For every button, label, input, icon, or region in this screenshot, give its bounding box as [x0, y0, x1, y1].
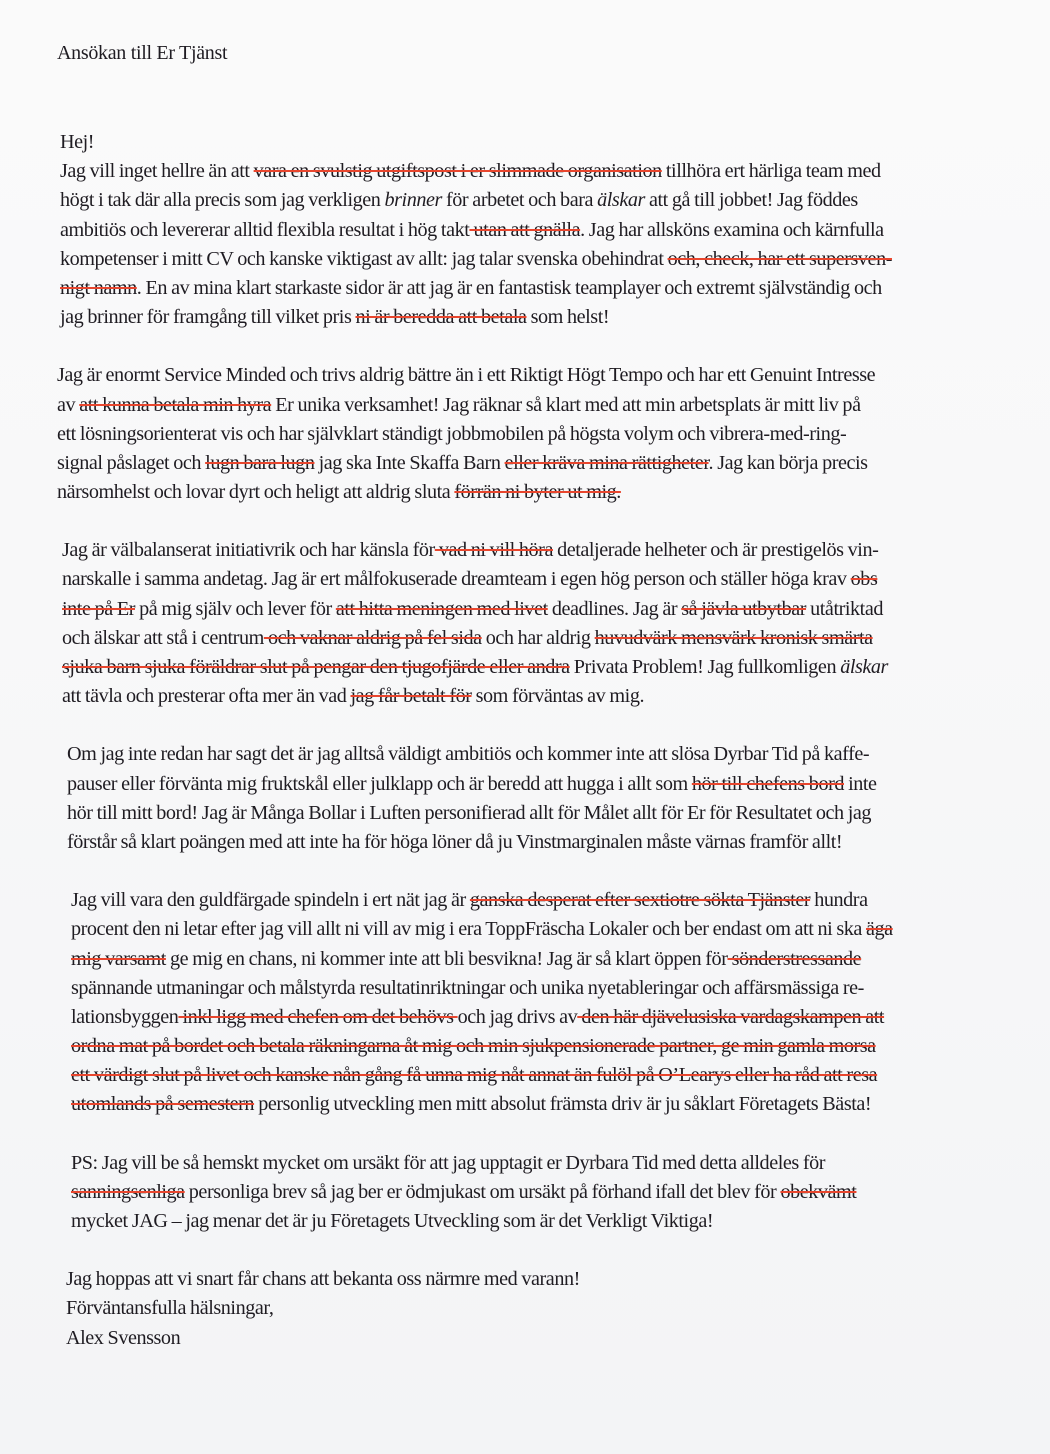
text-segment: Jag hoppas att vi snart får chans att bekanta oss närmre med varann!: [66, 1268, 580, 1291]
text-segment: inte: [844, 772, 877, 795]
text-segment: på mig själv och lever för: [134, 597, 336, 620]
text-segment: utåtriktad: [806, 597, 883, 620]
struck-text: utomlands på semestern: [71, 1093, 255, 1116]
paragraph: [0, 740, 1050, 857]
text-line: [71, 886, 1050, 915]
document-title: Ansökan till Er Tjänst: [57, 42, 228, 64]
struck-text: vara en svulstig utgiftspost i er slimmade organisation: [253, 160, 662, 183]
text-line: [62, 624, 1050, 653]
struck-text: inte på Er: [62, 597, 135, 620]
text-segment: Förväntansfulla hälsningar,: [66, 1297, 274, 1320]
struck-text: jag får betalt för: [350, 685, 472, 708]
text-segment: av: [57, 393, 80, 416]
text-line: [60, 245, 1050, 274]
text-segment: för arbetet och bara: [441, 189, 598, 212]
text-segment: PS: Jag vill be så hemskt mycket om ursäkt för att jag upptagit er Dyrbara Tid med detta alldeles för: [71, 1151, 826, 1174]
text-segment: personliga brev så jag ber er ödmjukast om ursäkt på förhand ifall det blev för: [184, 1180, 781, 1203]
struck-text: ett värdigt slut på livet och kanske nån gång få unna mig nåt annat än fulöl på O’Learys eller ha råd att resa: [71, 1064, 878, 1087]
paragraph: [0, 536, 1050, 711]
text-segment: att gå till jobbet! Jag föddes: [644, 189, 858, 212]
text-line: [67, 828, 1050, 857]
text-segment: Jag vill inget hellre än att: [60, 160, 254, 183]
text-line: [60, 216, 1050, 245]
text-line: [71, 1003, 1050, 1032]
text-segment: pauser eller förvänta mig fruktskål eller julklapp och är beredd att hugga i allt som: [67, 772, 692, 795]
text-segment: detaljerade helheter och är prestigelös vin-: [552, 539, 879, 562]
text-line: [67, 799, 1050, 828]
text-segment: deadlines. Jag är: [547, 597, 682, 620]
struck-text: och, check, har ett supersven-: [667, 247, 892, 270]
text-segment: att tävla och presterar ofta mer än vad: [62, 685, 351, 708]
text-segment: förstår så klart poängen med att inte ha för höga löner då ju Vinstmarginalen måste värnas framför allt!: [67, 830, 843, 853]
text-line: [60, 186, 1050, 215]
struck-text: obs: [850, 568, 878, 591]
paragraph: [0, 886, 1050, 1120]
text-segment: . Jag har allsköns examina och kärnfulla: [580, 218, 884, 241]
struck-text: sjuka barn sjuka föräldrar slut på pengar den tjugofjärde eller andra: [62, 656, 570, 678]
emphasized-text: brinner: [384, 189, 442, 212]
text-segment: och har aldrig: [481, 626, 595, 649]
text-segment: spännande utmaningar och målstyrda resultatinriktningar och unika nyetableringar och affärsmässiga re-: [71, 976, 864, 999]
text-line: [60, 274, 1050, 303]
text-segment: signal påslaget och: [57, 451, 206, 474]
paragraph: [0, 1265, 1050, 1353]
text-line: [67, 770, 1050, 799]
text-line: [60, 157, 1050, 186]
text-line: [71, 915, 1050, 944]
text-line: [62, 682, 1050, 711]
text-segment: som helst!: [526, 306, 610, 329]
struck-text: eller kräva mina rättigheter: [504, 451, 709, 474]
text-line: [57, 449, 1050, 478]
struck-text: mig varsamt: [71, 947, 166, 970]
struck-text: att hitta meningen med livet: [335, 597, 548, 620]
text-segment: . En av mina klart starkaste sidor är att jag är en fantastisk teamplayer och extremt självständig och: [136, 276, 882, 299]
text-line: [57, 420, 1050, 449]
text-line: [71, 1207, 1050, 1236]
text-segment: och älskar att stå i centrum: [62, 626, 264, 649]
text-segment: Alex Svensson: [66, 1326, 181, 1349]
text-segment: Jag är enormt Service Minded och trivs aldrig bättre än i ett Riktigt Högt Tempo och har ett Genuint Intresse: [57, 364, 876, 387]
paragraph: [0, 128, 1050, 332]
paragraph-gap: [0, 857, 1050, 886]
struck-text: obekvämt: [780, 1180, 857, 1203]
text-segment: narskalle i samma andetag. Jag är ert målfokuserade dreamteam i egen hög person och ställer höga krav: [62, 568, 851, 591]
struck-text: ganska desperat efter sextiotre sökta Tjänster: [469, 889, 811, 912]
struck-text: utan att gnälla: [469, 218, 581, 241]
text-line: [71, 974, 1050, 1003]
text-segment: kompetenser i mitt CV och kanske viktigast av allt: jag talar svenska obehindrat: [60, 247, 668, 270]
text-segment: lationsbyggen: [71, 1005, 179, 1028]
paragraph: [0, 1149, 1050, 1237]
struck-text: den här djävelusiska vardagskampen att: [577, 1005, 885, 1028]
text-segment: . Jag kan börja precis: [708, 451, 868, 474]
text-line: [62, 565, 1050, 594]
struck-text: ordna mat på bordet och betala räkningarna åt mig och min sjukpensionerade partner, ge min gamla morsa: [71, 1035, 876, 1058]
text-line: [57, 478, 1050, 507]
paragraph-gap: [0, 711, 1050, 740]
text-segment: mycket JAG – jag menar det är ju Företagets Utveckling som är det Verkligt Viktiga!: [71, 1210, 714, 1232]
text-segment: hör till mitt bord! Jag är Många Bollar i Luften personifierad allt för Målet allt för Er för Resultatet och jag: [67, 801, 872, 824]
text-line: [71, 945, 1050, 974]
text-segment: högt i tak där alla precis som jag verkligen: [60, 189, 385, 212]
text-line: [60, 128, 1050, 157]
text-line: [57, 391, 1050, 420]
struck-text: nigt namn: [60, 276, 137, 299]
text-segment: procent den ni letar efter jag vill allt ni vill av mig i era ToppFräscha Lokaler och ber endast om att ni ska: [71, 918, 867, 941]
text-line: [60, 303, 1050, 332]
emphasized-text: älskar: [597, 189, 645, 212]
struck-text: sanningsenliga: [71, 1180, 185, 1203]
text-line: [71, 1032, 1050, 1061]
text-segment: ambitiös och levererar alltid flexibla resultat i hög takt: [60, 218, 470, 241]
struck-text: hör till chefens bord: [691, 772, 844, 795]
emphasized-text: älskar: [840, 656, 888, 678]
struck-text: vad ni vill höra: [434, 539, 553, 562]
text-line: [67, 740, 1050, 769]
text-segment: Jag är välbalanserat initiativrik och har känsla för: [62, 539, 435, 562]
text-segment: jag ska Inte Skaffa Barn: [314, 451, 505, 474]
text-line: [62, 536, 1050, 565]
struck-text: och vaknar aldrig på fel sida: [263, 626, 482, 649]
text-segment: som förväntas av mig.: [471, 685, 645, 708]
struck-text: sönderstressande: [727, 947, 862, 970]
struck-text: ni är beredda att betala: [355, 306, 527, 329]
paragraph-gap: [0, 1120, 1050, 1149]
paragraph-gap: [0, 332, 1050, 361]
paragraph: [0, 361, 1050, 507]
text-line: [71, 1178, 1050, 1207]
text-segment: och jag drivs av: [457, 1005, 578, 1028]
struck-text: att kunna betala min hyra: [79, 393, 272, 416]
text-segment: ett lösningsorienterat vis och har självklart ständigt jobbmobilen på högsta volym och vibrera-med-ring-: [57, 422, 847, 445]
text-segment: Om jag inte redan har sagt det är jag alltså väldigt ambitiös och kommer inte att slösa Dyrbar Tid på kaffe-: [67, 743, 870, 766]
text-line: [66, 1324, 1050, 1353]
text-segment: ge mig en chans, ni kommer inte att bli besvikna! Jag är så klart öppen för: [165, 947, 728, 970]
text-segment: Privata Problem! Jag fullkomligen: [569, 656, 841, 678]
text-line: [71, 1090, 1050, 1119]
text-line: [62, 653, 1050, 682]
paragraph-gap: [0, 1236, 1050, 1265]
text-line: [66, 1265, 1050, 1294]
text-segment: tillhöra ert härliga team med: [661, 160, 881, 183]
text-line: [66, 1294, 1050, 1323]
paragraph-gap: [0, 507, 1050, 536]
text-segment: Jag vill vara den guldfärgade spindeln i ert nät jag är: [71, 889, 470, 912]
struck-text: så jävla utbytbar: [681, 597, 807, 620]
letter-body: [0, 128, 1050, 1353]
struck-text: huvudvärk mensvärk kronisk smärta: [594, 626, 873, 649]
struck-text: äga: [866, 918, 893, 941]
text-segment: närsomhelst och lovar dyrt och heligt att aldrig sluta: [57, 481, 455, 504]
text-line: [71, 1061, 1050, 1090]
text-line: [62, 595, 1050, 624]
text-segment: personlig utveckling men mitt absolut främsta driv är ju såklart Företagets Bästa!: [254, 1093, 872, 1116]
text-segment: jag brinner för framgång till vilket pris: [60, 306, 356, 329]
text-line: [57, 361, 1050, 390]
text-segment: Hej!: [60, 131, 95, 153]
struck-text: lugn bara lugn: [205, 451, 315, 474]
text-segment: hundra: [810, 889, 868, 912]
struck-text: inkl ligg med chefen om det behövs: [178, 1005, 458, 1028]
text-segment: Er unika verksamhet! Jag räknar så klart med att min arbetsplats är mitt liv på: [271, 393, 861, 416]
text-line: [71, 1149, 1050, 1178]
struck-text: förrän ni byter ut mig.: [454, 481, 621, 504]
